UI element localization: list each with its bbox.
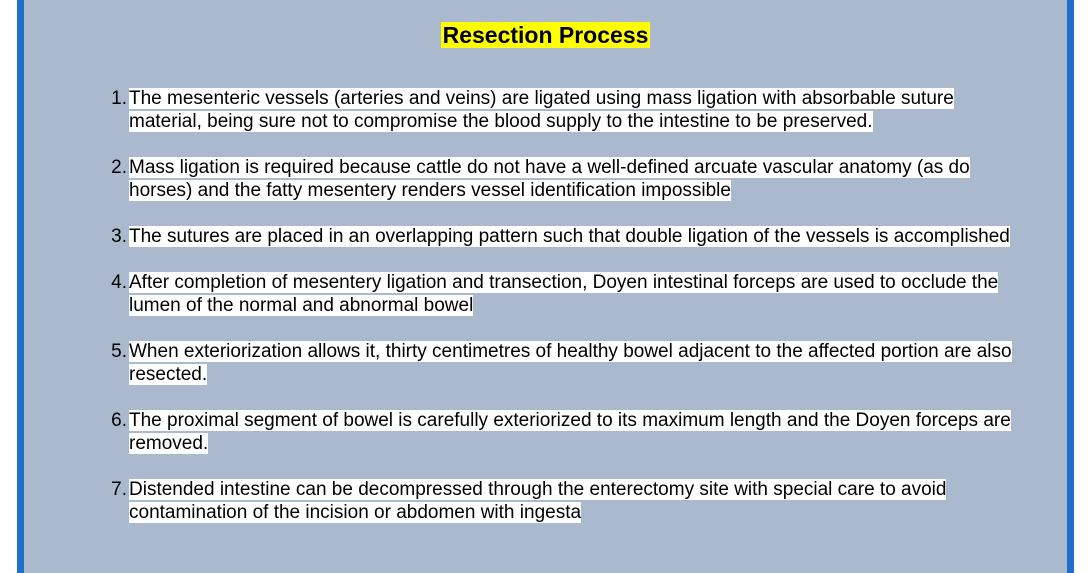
- list-item-number: 1.: [111, 88, 127, 109]
- list-item: [24, 87, 1067, 133]
- list-item-text: The proximal segment of bowel is carefully exteriorized to its maximum length and the Doyen forceps are removed.: [129, 410, 1011, 454]
- list-item-text: The sutures are placed in an overlapping pattern such that double ligation of the vessels is accomplished: [129, 226, 1010, 247]
- list-item-text: Mass ligation is required because cattle do not have a well-defined arcuate vascular anatomy (as do horses) and the fatty mesentery renders vessel identification impossible: [129, 157, 970, 201]
- list-item-number: 5.: [111, 341, 127, 362]
- list-item-number: 2.: [111, 157, 127, 178]
- list-item: [24, 156, 1067, 202]
- list-item: [24, 340, 1067, 386]
- list-item: [24, 478, 1067, 524]
- slide: [17, 0, 1074, 573]
- list-item-text: After completion of mesentery ligation and transection, Doyen intestinal forceps are used to occlude the lumen of the normal and abnormal bowel: [129, 272, 999, 316]
- list-item-text: The mesenteric vessels (arteries and veins) are ligated using mass ligation with absorbable suture material, being sure not to compromise the blood supply to the intestine to be preserved.: [129, 88, 954, 132]
- slide-title: [24, 20, 1067, 50]
- resection-steps-list: [24, 87, 1067, 547]
- list-item-number: 4.: [111, 272, 127, 293]
- list-item-text: When exteriorization allows it, thirty centimetres of healthy bowel adjacent to the affected portion are also resected.: [129, 341, 1012, 385]
- list-item-number: 3.: [111, 226, 127, 247]
- list-item-number: 6.: [111, 410, 127, 431]
- list-item: [24, 225, 1067, 248]
- list-item: [24, 409, 1067, 455]
- list-item-number: 7.: [111, 479, 127, 500]
- list-item: [24, 271, 1067, 317]
- slide-title-text: Resection Process: [442, 22, 649, 48]
- list-item-text: Distended intestine can be decompressed through the enterectomy site with special care to avoid contamination of the incision or abdomen with ingesta: [129, 479, 947, 523]
